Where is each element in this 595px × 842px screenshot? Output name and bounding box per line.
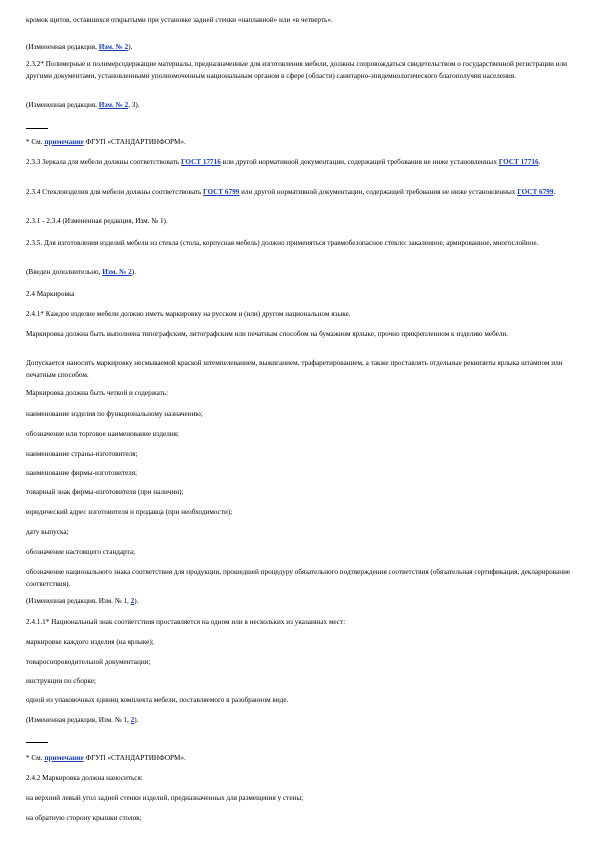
list-item: обозначение или торговое наименование изделия; (26, 430, 179, 438)
gost-link[interactable]: ГОСТ 6799 (517, 188, 554, 196)
list-item: маркировке каждого изделия (на ярлыке); (26, 638, 154, 646)
paragraph: Маркировка должна быть четкой и содержать: (26, 389, 169, 397)
amendment-link[interactable]: 2 (130, 597, 135, 605)
paragraph: 2.3.2* Полимерные и полимерсодержащие материалы, предназначенные для изготовления мебели, должны сопровождаться свидетельством о государственной регистрации или другими документами, установленными уполномоченным национальным органом в сфере (области) санитарно-эпидемиологического благополучия населения. (26, 60, 568, 80)
list-item: товаросопроводительной документации; (26, 658, 151, 666)
note-link[interactable]: примечание (44, 138, 84, 146)
amendment-link[interactable]: Изм. № 2 (102, 268, 132, 276)
paragraph: Маркировка должна быть выполнена типографским, литографским или печатным способом на бумажном ярлыке, прочно прикрепленном к изделию мебели. (26, 330, 509, 338)
revision-note: (Измененная редакция, Изм. № 1, 2). (26, 597, 139, 605)
gost-link[interactable]: ГОСТ 17716 (498, 158, 539, 166)
paragraph: 2.3.1 - 2.3.4 (Измененная редакция, Изм. № 1). (26, 217, 168, 225)
revision-note: (Измененная редакция, Изм. № 1, 2). (26, 716, 139, 724)
amendment-link[interactable]: Изм. № 2 (98, 101, 129, 109)
paragraph: 2.4.2 Маркировка должна наноситься: (26, 774, 143, 782)
footnote: * См. примечание ФГУП «СТАНДАРТИНФОРМ». (26, 754, 186, 762)
list-item: инструкции по сборке; (26, 677, 96, 685)
list-item: наименование страны-изготовителя; (26, 450, 138, 458)
paragraph: кромок щитов, оставшихся открытыми при установке задней стенки «наплавной» или «в четверть». (26, 16, 333, 24)
list-item: юридический адрес изготовителя и продавца (при необходимости); (26, 508, 233, 516)
footnote-divider (26, 742, 48, 743)
gost-link[interactable]: ГОСТ 17716 (181, 158, 221, 166)
section-heading: 2.4 Маркировка (26, 290, 75, 298)
list-item: наименование изделия по функциональному назначению; (26, 410, 203, 418)
paragraph: Допускается наносить маркировку несмываемой краской штемпелеванием, выжиганием, трафаретированием, а также проставлять отдельные реквизиты ярлыка штампом или печатным способом. (26, 359, 563, 379)
revision-note: (Введен дополнительно, Изм. № 2). (26, 268, 136, 276)
paragraph: 2.3.3 Зеркала для мебели должны соответствовать ГОСТ 17716 или другой нормативной документации, содержащей требования не ниже установленных ГОСТ 17716. (26, 158, 541, 166)
revision-note: (Измененная редакция, Изм. № 2, 3). (26, 101, 140, 109)
gost-link[interactable]: ГОСТ 6799 (203, 188, 240, 196)
list-item: товарный знак фирмы-изготовителя (при наличии); (26, 488, 184, 496)
amendment-link[interactable]: Изм. № 2 (98, 43, 129, 51)
list-item: одной из упаковочных единиц комплекта мебели, поставляемого в разобранном виде. (26, 696, 289, 704)
paragraph: 2.4.1* Каждое изделие мебели должно иметь маркировку на русском и (или) другом национальном языке. (26, 310, 351, 318)
amendment-link[interactable]: 2 (130, 716, 135, 724)
list-item: обозначение национального знака соответствия для продукции, прошедшей процедуру обязательного подтверждения соответствия (обязательная сертификация, декларирование соответствия). (26, 568, 571, 588)
list-item: наименование фирмы-изготовителя; (26, 469, 138, 477)
paragraph: 2.4.1.1* Национальный знак соответствия проставляется на одном или в нескольких из указанных мест: (26, 618, 346, 626)
paragraph: 2.3.4 Стеклоизделия для мебели должны соответствовать ГОСТ 6799 или другой нормативной документации, содержащей требования не ниже установленных ГОСТ 6799. (26, 188, 556, 196)
list-item: дату выпуска; (26, 528, 69, 536)
note-link[interactable]: примечание (44, 754, 84, 762)
list-item: на верхний левый угол задней стенки изделий, предназначенных для размещения у стены; (26, 794, 304, 802)
revision-note: (Измененная редакция, Изм. № 2). (26, 43, 133, 51)
paragraph: 2.3.5. Для изготовления изделий мебели из стекла (стола, корпусная мебель) должно применяться травмобезопасное стекло: закаленное, армированное, многослойное. (26, 239, 539, 247)
footnote-divider (26, 128, 48, 129)
list-item: обозначение настоящего стандарта; (26, 548, 136, 556)
list-item: на обратную сторону крышки столов; (26, 814, 142, 822)
footnote: * См. примечание ФГУП «СТАНДАРТИНФОРМ». (26, 138, 186, 146)
